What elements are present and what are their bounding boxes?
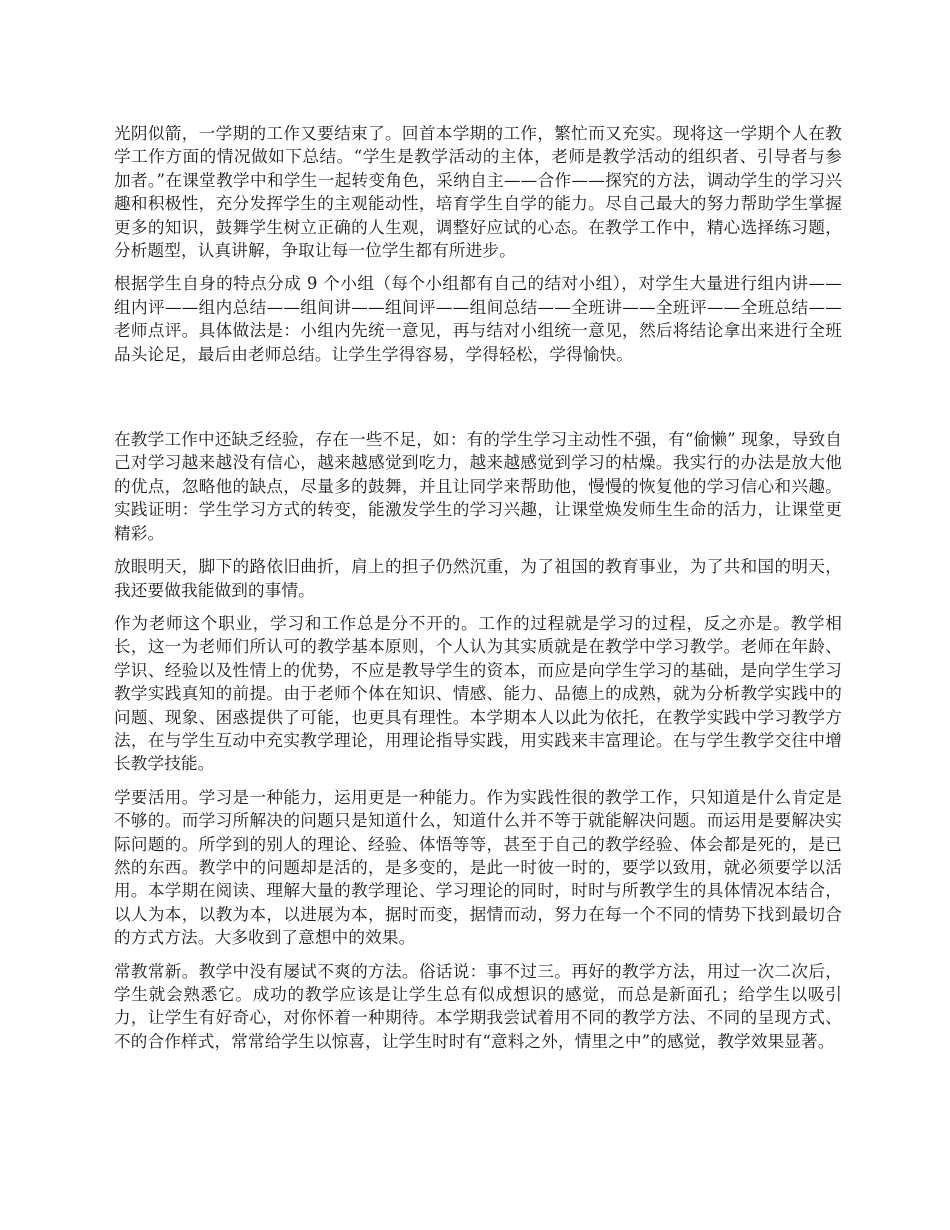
document-body	[114, 122, 842, 1063]
paragraph-outlook: 放眼明天，脚下的路依旧曲折，肩上的担子仍然沉重，为了祖国的教育事业，为了共和国的明天，我还要做我能做到的事情。	[114, 557, 842, 600]
paragraph-teacher-learning: 作为老师这个职业，学习和工作总是分不开的。工作的过程就是学习的过程，反之亦是。教学相长，这一为老师们所认可的教学基本原则，个人认为其实质就是在教学中学习教学。老师在年龄、学识、经验以及性情上的优势，不应是教导学生的资本，而应是向学生学习的基础，是向学生学习教学实践真知的前提。由于老师个体在知识、情感、能力、品德上的成熟，就为分析教学实践中的问题、现象、困惑提供了可能，也更具有理性。本学期本人以此为依托，在教学实践中学习教学方法，在与学生互动中充实教学理论，用理论指导实践，用实践来丰富理论。在与学生教学交往中增长教学技能。	[114, 613, 842, 774]
paragraph-group-method: 根据学生自身的特点分成 9 个小组（每个小组都有自己的结对小组），对学生大量进行组内讲——组内评——组内总结——组间讲——组间评——组间总结——全班讲——全班评——全班总结——老师点评。具体做法是：小组内先统一意见，再与结对小组统一意见，然后将结论拿出来进行全班品头论足，最后由老师总结。让学生学得容易，学得轻松，学得愉快。	[114, 274, 842, 364]
paragraph-shortcomings: 在教学工作中还缺乏经验，存在一些不足，如：有的学生学习主动性不强，有“偷懒” 现象，导致自己对学习越来越没有信心，越来越感觉到吃力，越来越感觉到学习的枯燥。我实行的办法是放大他的优点，忽略他的缺点，尽量多的鼓舞，并且让同学来帮助他，慢慢的恢复他的学习信心和兴趣。实践证明：学生学习方式的转变，能激发学生的学习兴趣，让课堂焕发师生生命的活力，让课堂更精彩。	[114, 430, 842, 543]
paragraph-teaching-innovation: 常教常新。教学中没有屡试不爽的方法。俗话说：事不过三。再好的教学方法，用过一次二次后，学生就会熟悉它。成功的教学应该是让学生总有似成想识的感觉，而总是新面孔；给学生以吸引力，让学生有好奇心，对你怀着一种期待。本学期我尝试着用不同的教学方法、不同的呈现方式、不的合作样式，常常给学生以惊喜，让学生时时有“意料之外，情里之中”的感觉，教学效果显著。	[114, 961, 842, 1051]
paragraph-work-summary: 光阴似箭，一学期的工作又要结束了。回首本学期的工作，繁忙而又充实。现将这一学期个人在教学工作方面的情况做如下总结。“学生是教学活动的主体，老师是教学活动的组织者、引导者与参加者。”在课堂教学中和学生一起转变角色，采纳自主——合作——探究的方法，调动学生的学习兴趣和积极性，充分发挥学生的主观能动性，培育学生自学的能力。尽自己最大的努力帮助学生掌握更多的知识，鼓舞学生树立正确的人生观，调整好应试的心态。在教学工作中，精心选择练习题，分析题型，认真讲解，争取让每一位学生都有所进步。	[114, 124, 842, 261]
paragraph-apply-learning: 学要活用。学习是一种能力，运用更是一种能力。作为实践性很的教学工作，只知道是什么肯定是不够的。而学习所解决的问题只是知道什么，知道什么并不等于就能解决问题。而运用是要解决实际问题的。所学到的别人的理论、经验、体悟等等，甚至于自己的教学经验、体会都是死的，是已然的东西。教学中的问题却是活的，是多变的，是此一时彼一时的，要学以致用，就必须要学以活用。本学期在阅读、理解大量的教学理论、学习理论的同时，时时与所教学生的具体情况本结合，以人为本，以教为本，以进展为本，据时而变，据情而动，努力在每一个不同的情势下找到最切合的方式方法。大多收到了意想中的效果。	[114, 787, 842, 948]
section-gap	[114, 376, 842, 428]
